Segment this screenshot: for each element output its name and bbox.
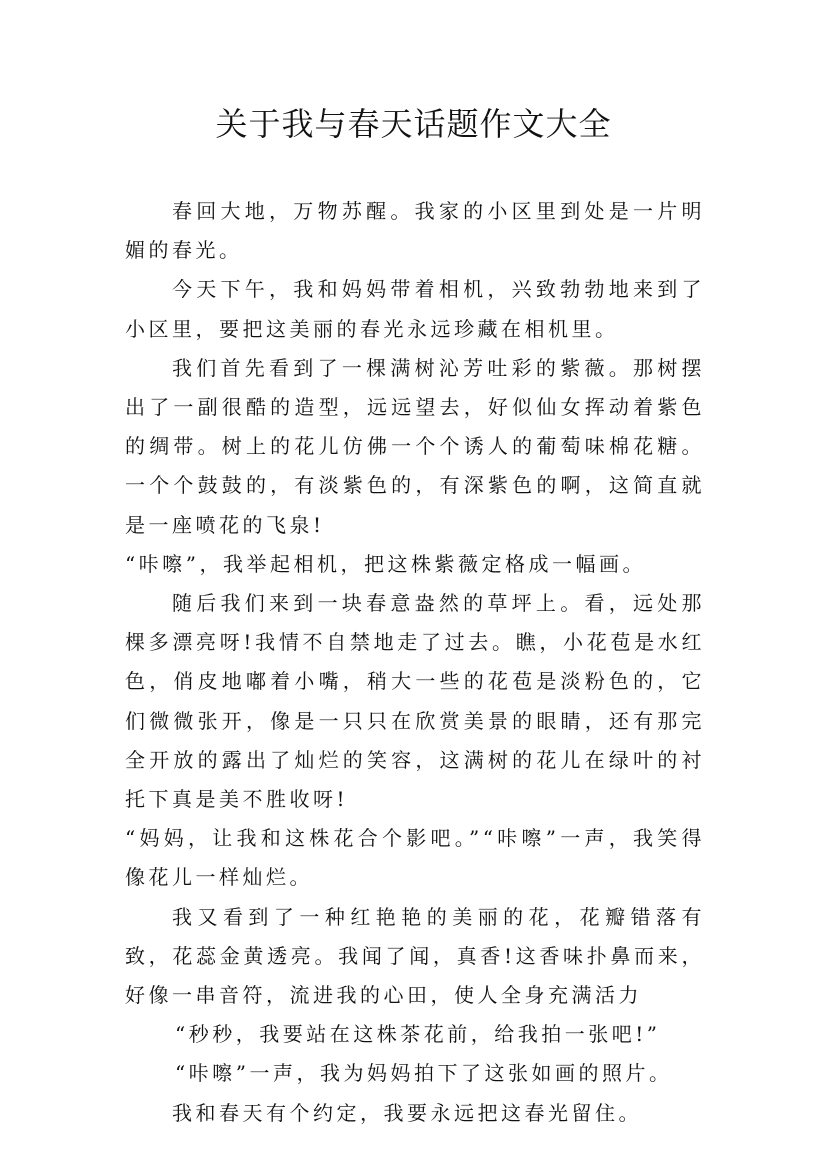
paragraph-1: 春回大地，万物苏醒。我家的小区里到处是一片明媚的春光。 xyxy=(125,199,705,263)
paragraph-6: “妈妈，让我和这株花合个影吧。”“咔嚓”一声，我笑得像花儿一样灿烂。 xyxy=(125,826,705,890)
paragraph-8: “秒秒，我要站在这株茶花前，给我拍一张吧!” xyxy=(175,1022,661,1047)
document-body xyxy=(125,192,705,1133)
document-title: 关于我与春天话题作文大全 xyxy=(215,105,612,143)
paragraph-7: 我又看到了一种红艳艳的美丽的花，花瓣错落有致，花蕊金黄透亮。我闻了闻，真香!这香味扑鼻而来，好像一串音符，流进我的心田，使人全身充满活力 xyxy=(125,904,705,1008)
paragraph-4: “咔嚓”，我举起相机，把这株紫薇定格成一幅画。 xyxy=(125,551,646,576)
paragraph-10: 我和春天有个约定，我要永远把这春光留住。 xyxy=(172,1100,642,1125)
paragraph-3: 我们首先看到了一棵满树沁芳吐彩的紫薇。那树摆出了一副很酷的造型，远远望去，好似仙女挥动着紫色的绸带。树上的花儿仿佛一个个诱人的葡萄味棉花糖。一个个鼓鼓的，有淡紫色的，有深紫色的啊，这简直就是一座喷花的飞泉! xyxy=(125,355,705,537)
paragraph-2: 今天下午，我和妈妈带着相机，兴致勃勃地来到了小区里，要把这美丽的春光永远珍藏在相机里。 xyxy=(125,277,705,341)
paragraph-5: 随后我们来到一块春意盎然的草坪上。看，远处那棵多漂亮呀!我情不自禁地走了过去。瞧，小花苞是水红色，俏皮地嘟着小嘴，稍大一些的花苞是淡粉色的，它们微微张开，像是一只只在欣赏美景的眼睛，还有那完全开放的露出了灿烂的笑容，这满树的花儿在绿叶的衬托下真是美不胜收呀! xyxy=(125,591,705,812)
paragraph-9: “咔嚓”一声，我为妈妈拍下了这张如画的照片。 xyxy=(175,1061,673,1086)
